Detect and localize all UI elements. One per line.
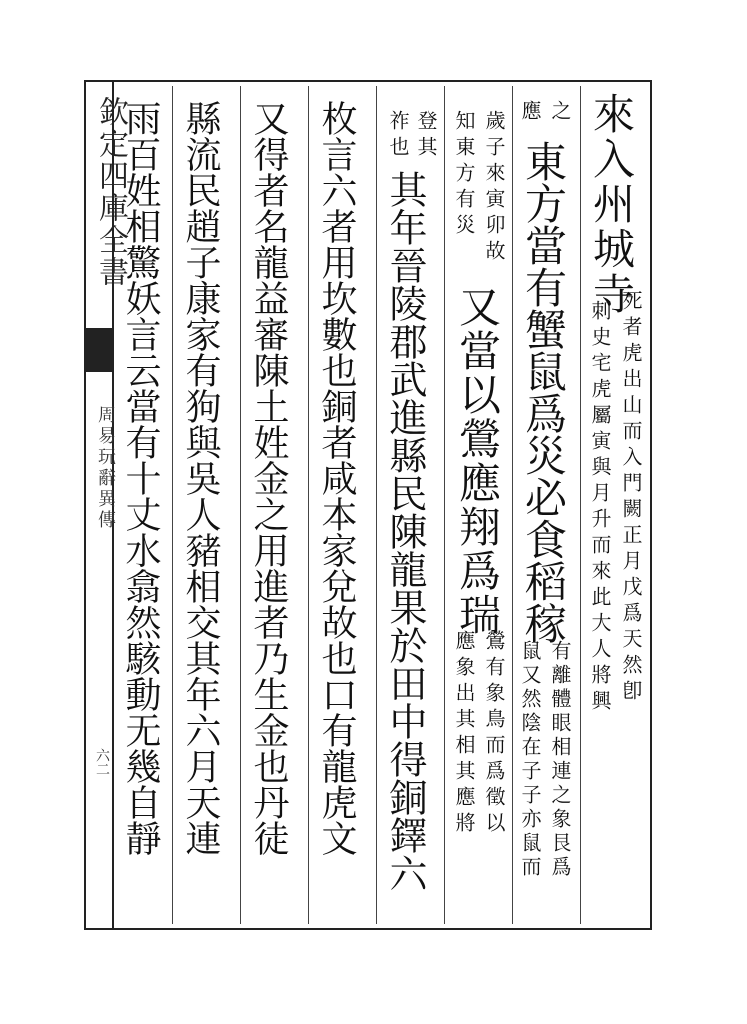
margin-page-number: 六二 [94,748,110,776]
text-column-5: 枚言六者用坎數也銅者咸本家兌故也口有龍虎文 [316,100,357,856]
column-rule [172,86,173,924]
annotation-lead-2b: 應 [518,100,542,126]
text-column-4: 其年晉陵郡武進縣民陳龍果於田中得銅鐸六 [383,170,427,892]
margin-header: 欽定四庫全書 [93,96,128,288]
column-rule [376,86,377,924]
column-rule [444,86,445,924]
column-rule [580,86,581,924]
column-rule [308,86,309,924]
annotation-lead-4a: 登其 [414,110,438,162]
margin-book-title: 周易玩辭異傳 [95,405,116,531]
text-column-3: 又當以鶯應翔爲瑞 [453,285,502,637]
annotation-column-3b: 應象出其相其應將 [452,630,476,838]
annotation-column-2a: 有離體眼相連之象艮爲 [548,640,572,880]
text-column-7: 縣流民趙子康家有狗與吳人豬相交其年六月天連 [180,100,221,856]
annotation-lead-3a: 歲子來寅卯故 [482,110,506,266]
text-column-6: 又得者名龍益審陳土姓金之用進者乃生金也丹徒 [248,100,289,856]
annotation-lead-4b: 祚也 [386,110,410,162]
annotation-lead-3b: 知東方有災 [452,110,476,240]
annotation-lead-2a: 之 [548,100,572,126]
text-column-8: 雨百姓相驚妖言云當有十丈水翕然駭動无幾自靜 [120,100,161,856]
column-rule [512,86,513,924]
text-column-2: 東方當有蟹鼠爲災必食稻稼 [519,140,568,644]
text-column-1: 來入州城寺 [587,92,636,317]
annotation-column-1b: 刺史宅虎屬寅與月升而來此大人將興 [588,300,612,716]
annotation-column-3a: 鶯有象鳥而爲徵以 [482,630,506,838]
column-rule [240,86,241,924]
annotation-column-1a: 死者虎出山而入門闕正月戊爲天然卽 [619,290,643,706]
fishtail-mark [86,328,112,372]
annotation-column-2b: 鼠又然陰在子子亦鼠而 [518,640,542,880]
